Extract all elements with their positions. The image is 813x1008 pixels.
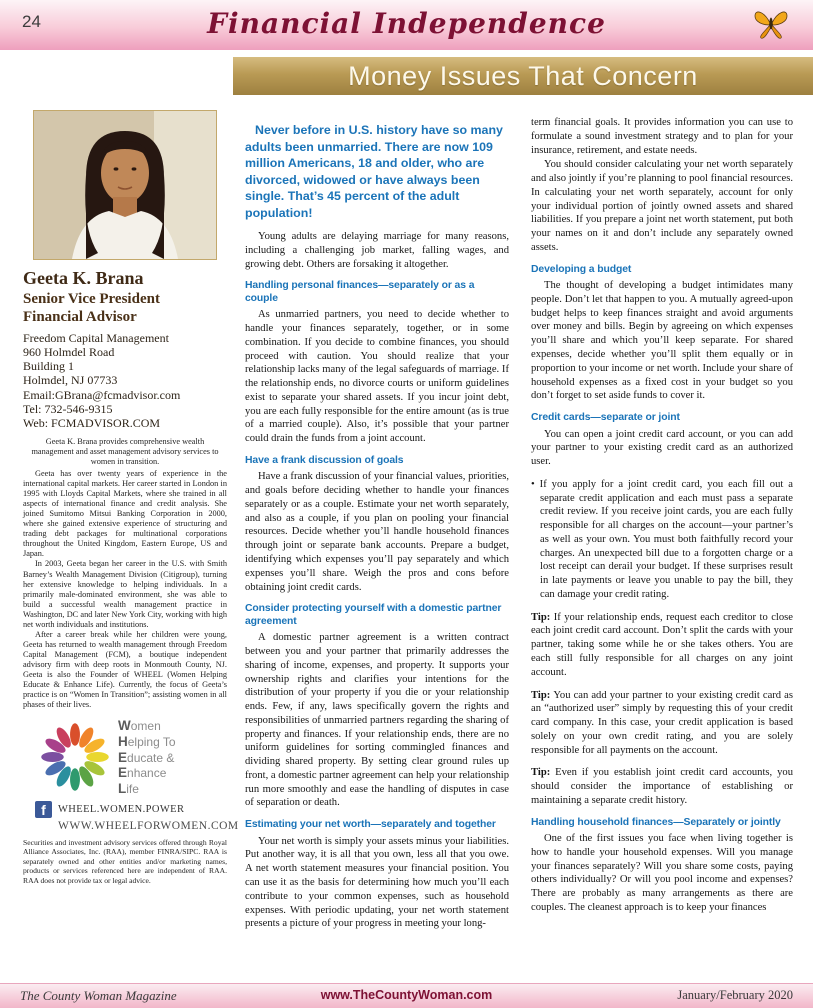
- butterfly-icon: [753, 8, 789, 40]
- bio-paragraph: After a career break while her children were young, Geeta has returned to wealth management through Freedom Capital Management (FCM), a boutique independent advisory firm with deep roots in Monmouth County, NJ. Geeta is also the Founder of WHEEL (Women Helping Educate & Enhance Life). Currently, the focus of Geeta’s practice is on “Women In Transition”; assisting women in all phases of their lives.: [23, 629, 227, 709]
- article-paragraph: You should consider calculating your net worth separately and also jointly if you’re planning to pool financial resources. In calculating your net worth separately, account for only your individual portion of jointly owned assets and shared liabilities. If you prepare a joint net worth statement, put both your names on it and don’t include any separately owned assets.: [531, 159, 793, 253]
- article-title: Money Issues That Concern: [348, 60, 698, 91]
- article-intro: Never before in U.S. history have so many adults been unmarried. There are now 109 million Americans, 18 and older, who are divorced, widowed or have always been single. That’s 45 percent of the adult population!: [245, 123, 503, 220]
- author-photo: [33, 110, 217, 260]
- footer-magazine-name: The County Woman Magazine: [20, 988, 177, 1003]
- contact-web: Web: FCMADVISOR.COM: [23, 415, 161, 430]
- bullet-paragraph: • If you apply for a joint credit card, you each fill out a separate credit application and each must pass a separate credit review. If you receive joint cards, you are each fully responsible for all charges on the account—your partner’s as well as your own. You must both faithfully record your charges. An unexpected bill due to a forgotten charge or a lost receipt can derail your budget. If these surprises result in late payments or leave you unable to pay the bill, they can damage your credit rating.: [531, 478, 793, 600]
- article-column-1: [245, 122, 509, 932]
- wheel-text-line: Enhance: [118, 765, 167, 781]
- author-bio: [23, 437, 227, 710]
- footer-website: www.TheCountyWoman.com: [320, 988, 493, 1002]
- article-heading: Have a frank discussion of goals: [245, 454, 404, 466]
- section-title: Financial Independence: [207, 7, 606, 40]
- page-header-band: [0, 0, 813, 50]
- contact-address-line-1: 960 Holmdel Road: [23, 345, 115, 360]
- wheel-logo-block: [23, 718, 227, 797]
- article-heading: Estimating your net worth—separately and together: [245, 819, 496, 831]
- article-paragraph: Your net worth is simply your assets minus your liabilities. Put another way, it is all that you own, less all that you owe. A net worth statement measures your financial position. You can use it as the basis for determining how much you’ll each contribute to your common expenses, such as household expenses. With periodic updating, your net worth statement presents a picture of your progress in meeting your long-: [245, 835, 509, 930]
- article-paragraph: The thought of developing a budget intimidates many people. Don’t let that happen to you. A mutually agreed-upon budget helps to keep finances straight and avoid arguments over money and bills. Begin by agreeing on which expenses you’ll share and which you’ll keep separate. For shared expenses, decide whether you’ll split them equally or in proportion to your income or net worth. Include your share of household expenses as a fixed cost in your budget so you don’t forget to set aside funds to cover it.: [531, 280, 793, 402]
- contact-address-line-3: Holmdel, NJ 07733: [23, 373, 118, 388]
- footer-issue-date: January/February 2020: [677, 988, 793, 1002]
- facebook-row: [23, 801, 227, 818]
- contact-company: Freedom Capital Management: [23, 331, 169, 345]
- article-heading: Credit cards—separate or joint: [531, 412, 680, 424]
- legal-disclaimer: Securities and investment advisory services offered through Royal Alliance Associates, Inc. (RAA), member FINRA/SIPC. RAA is separately owned and other entities and/or marketing names, products or services referenced here are independent of RAA. RAA does not provide tax or legal advice.: [23, 837, 227, 885]
- wheel-text-line: Life: [118, 781, 139, 797]
- article-paragraph: You can open a joint credit card account, or you can add your partner to your existing credit card as an authorized user.: [531, 428, 793, 468]
- page-footer-band: [0, 983, 813, 1008]
- author-title-2: Financial Advisor: [23, 309, 137, 325]
- wheel-website: WWW.WHEELFORWOMEN.COM: [58, 819, 239, 832]
- article-paragraph: A domestic partner agreement is a written contract between you and your partner that primarily addresses the sharing of income, expenses, and property. It supports your ownership rights and clarifies your intentions for the distribution of your property if you die or your relationship ends. Few, if any, laws specifically govern the rights and responsibilities of unmarried partners regarding the sharing of property and finances. If your relationship ends, there are no uniform guidelines for sorting commingled finances and dividing shared property. By setting clear ground rules up front, a domestic partner agreement can help your relationship run more smoothly and ease the handling of disputes in case of separation or death.: [245, 632, 509, 809]
- author-name: Geeta K. Brana: [23, 268, 144, 288]
- page-number: 24: [22, 12, 41, 31]
- tip-paragraph: Tip: Even if you establish joint credit card accounts, you should consider the importance of establishing or maintaining a separate credit history.: [531, 767, 793, 806]
- bio-paragraph: Geeta has over twenty years of experience in the international capital markets. Her career started in London in 1995 with Lloyds Capital Markets, where she trained in all aspects of international finance and credit analysis. She joined Sumitomo Mitsui Banking Corporation in 2000, where she gained extensive experience of structuring and trading debt packages for multinational corporations throughout the United Kingdom, Eastern Europe, US and Japan.: [23, 469, 227, 559]
- facebook-icon: f: [35, 801, 52, 818]
- article-column-2: [531, 116, 793, 916]
- bio-paragraph: Geeta K. Brana provides comprehensive wealth management and asset management advisory services to women in transition.: [31, 437, 219, 467]
- tip-paragraph: Tip: You can add your partner to your existing credit card as an “authorized user” simply by requesting this of your credit card company. In this case, your credit application is based solely on your own credit rating, and you are solely responsible for all payments on the account.: [531, 689, 793, 756]
- wheel-flower-logo: [39, 721, 111, 793]
- facebook-handle: WHEEL.WOMEN.POWER: [58, 803, 185, 815]
- article-paragraph: term financial goals. It provides information you can use to formulate a sound investment strategy and to plan for your insurance, retirement, and estate needs.: [531, 117, 793, 156]
- article-heading: Developing a budget: [531, 263, 632, 275]
- article-title-banner: [233, 57, 813, 95]
- bio-paragraph: In 2003, Geeta began her career in the U.S. with Smith Barney’s Wealth Management Division (Citigroup), turning her extensive knowledge to helping individuals. In a primarily male-dominated environment, she was able to build a successful wealth management practice in Washington, DC and later New York City, working with high net worth individuals and institutions.: [23, 559, 227, 629]
- author-title-1: Senior Vice President: [23, 291, 160, 307]
- contact-address-line-2: Building 1: [23, 359, 75, 374]
- author-sidebar: [23, 110, 239, 885]
- article-paragraph: As unmarried partners, you need to decide whether to handle your finances separately, together, or in some combination. If you decide to combine finances, you should proceed with caution. You should realize that your relationship lacks many of the legal safeguards of marriage. If the relationship ends, no divorce courts or uniform guidelines exist to separate your shared assets. If you incur joint debt, you are each fully responsible for the entire amount (as is true of a married couple). Also, it’s possible that your partner could drain the funds from a joint account.: [245, 309, 509, 445]
- contact-block: [23, 331, 227, 430]
- contact-email: Email:GBrana@fcmadvisor.com: [23, 387, 181, 402]
- article-heading: Consider protecting yourself with a domestic partner agreement: [245, 603, 502, 627]
- article-paragraph: Have a frank discussion of your financial values, priorities, and goals before deciding whether to handle your finances separately or as a couple. Estimate your net worth separately, and also as a couple, if you plan on pooling your financial resources. Decide whether you’ll handle household finances through joint or separate bank accounts. Prepare a budget, identifying which expenses you’ll pay separately and which expenses you’ll share. Weigh the pros and cons before obtaining joint credit cards.: [245, 471, 509, 593]
- article-paragraph: One of the first issues you face when living together is how to handle your household expenses. Will you manage your finances separately? Will you share some costs, paying others individually? Or will you pool income and expenses? There are probably as many arrangements as there are couples. The cleanest approach is to keep your finances: [531, 833, 793, 913]
- article-heading: Handling personal finances—separately or as a couple: [245, 280, 475, 304]
- tip-paragraph: Tip: If your relationship ends, request each creditor to close each joint credit card account. Don’t split the cards with your partner, taking some while he or she takes others. You are each still fully responsible for all charges on any joint account.: [531, 611, 794, 678]
- wheel-text-line: Women: [118, 717, 161, 733]
- wheel-text-line: Helping To: [118, 733, 176, 749]
- article-heading: Handling household finances—Separately or jointly: [531, 816, 781, 828]
- wheel-text-line: Educate &: [118, 749, 175, 765]
- wheel-text: [118, 718, 176, 797]
- article-paragraph: Young adults are delaying marriage for many reasons, including a challenging job market, falling wages, and growing debt. Others are forsaking it altogether.: [245, 231, 509, 270]
- author-portrait-illustration: [34, 111, 216, 259]
- contact-tel: Tel: 732-546-9315: [23, 401, 113, 416]
